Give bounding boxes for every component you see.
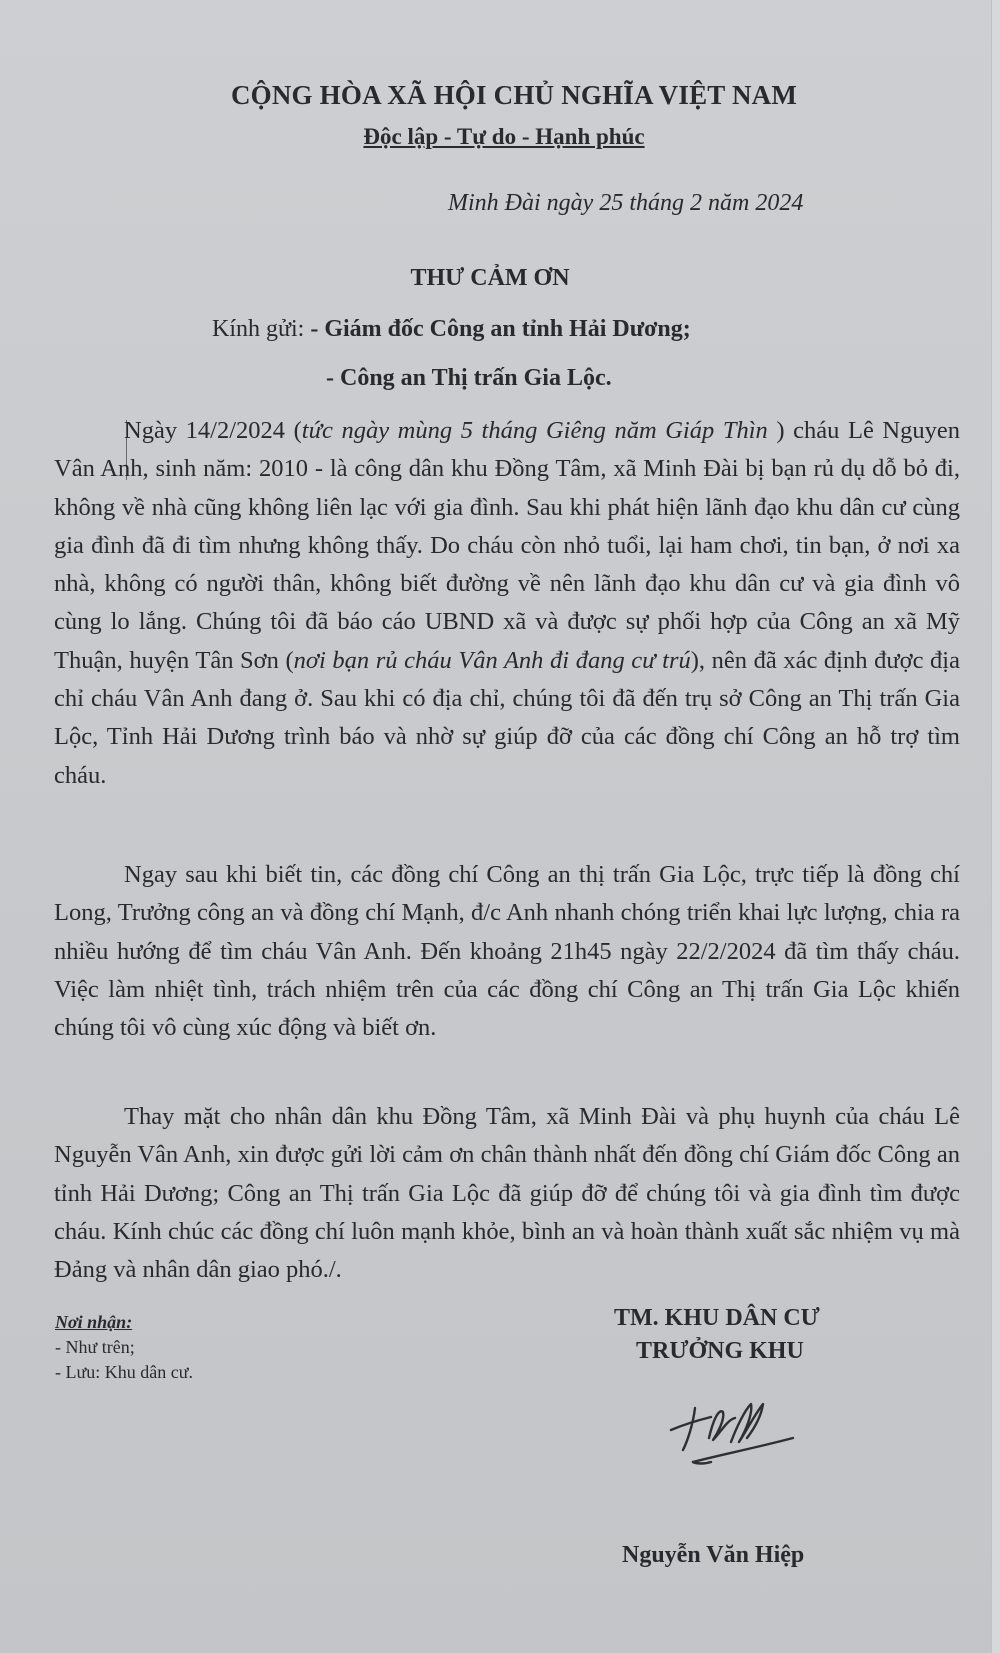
body-paragraph-2 <box>54 856 960 1047</box>
paragraph-1-text-c: ), nên đã xác định được địa chỉ cháu Vân Anh đang ở. Sau khi có địa chỉ, chúng tôi đã đến trụ sở Công an Thị trấn Gia Lộc, Tỉnh Hải Dương trình báo và nhờ sự giúp đỡ của các đồng chí Công an hỗ trợ tìm cháu. <box>54 646 960 789</box>
handwritten-signature-icon <box>665 1390 805 1470</box>
paragraph-1-text-a: Ngày 14/2/2024 ( <box>124 417 302 444</box>
paragraph-1-italic-a: tức ngày mùng 5 tháng Giêng năm Giáp Thìn <box>301 417 768 444</box>
recipient-2: - Công an Thị trấn Gia Lộc. <box>326 365 612 391</box>
place-date: Minh Đài ngày 25 tháng 2 năm 2024 <box>448 190 804 216</box>
signature-role: TRƯỞNG KHU <box>636 1338 804 1364</box>
paragraph-1-text-b: ) cháu Lê Nguyen Vân Anh, sinh năm: 2010 - là công dân khu Đồng Tâm, xã Minh Đài bị bạn rủ dụ dỗ bỏ đi, không về nhà cũng không liên lạc với gia đình. Sau khi phát hiện lãnh đạo khu dân cư cùng gia đình đã đi tìm nhưng không thấy. Do cháu còn nhỏ tuổi, lại ham chơi, tin bạn, ở nơi xa nhà, không có người thân, không biết đường về nên lãnh đạo khu dân cư và gia đình vô cùng lo lắng. Chúng tôi đã báo cáo UBND xã và được sự phối hợp của Công an xã Mỹ Thuận, huyện Tân Sơn ( <box>54 417 960 674</box>
paragraph-2-text: Ngay sau khi biết tin, các đồng chí Công an thị trấn Gia Lộc, trực tiếp là đồng chí Long, Trưởng công an và đồng chí Mạnh, đ/c Anh nhanh chóng triển khai lực lượng, chia ra nhiều hướng để tìm cháu Vân Anh. Đến khoảng 21h45 ngày 22/2/2024 đã tìm thấy cháu. Việc làm nhiệt tình, trách nhiệm trên của các đồng chí Công an Thị trấn Gia Lộc khiến chúng tôi vô cùng xúc động và biết ơn. <box>54 861 960 1042</box>
distribution-item: - Lưu: Khu dân cư. <box>55 1362 193 1382</box>
distribution-heading: Nơi nhận: <box>55 1312 133 1332</box>
national-motto: Độc lập - Tự do - Hạnh phúc <box>363 124 645 149</box>
paper-edge <box>991 0 1000 1653</box>
national-title: CỘNG HÒA XÃ HỘI CHỦ NGHĨA VIỆT NAM <box>230 80 798 110</box>
distribution-item: - Như trên; <box>55 1337 135 1357</box>
document-title: THƯ CẢM ƠN <box>410 265 570 291</box>
paragraph-1-italic-b: nơi bạn rủ cháu Vân Anh đi đang cư trú <box>293 646 691 674</box>
body-paragraph-1 <box>54 412 960 795</box>
body-paragraph-3 <box>54 1098 960 1289</box>
recipient-1: - Giám đốc Công an tỉnh Hải Dương; <box>310 316 691 342</box>
paragraph-3-text: Thay mặt cho nhân dân khu Đồng Tâm, xã Minh Đài và phụ huynh của cháu Lê Nguyễn Vân Anh, xin được gửi lời cảm ơn chân thành nhất đến đồng chí Giám đốc Công an tỉnh Hải Dương; Công an Thị trấn Gia Lộc đã giúp đỡ để chúng tôi và gia đình tìm được cháu. Kính chúc các đồng chí luôn mạnh khỏe, bình an và hoàn thành xuất sắc nhiệm vụ mà Đảng và nhân dân giao phó./. <box>54 1103 960 1284</box>
recipients-line-1 <box>212 316 691 343</box>
recipients-intro: Kính gửi: <box>212 316 305 342</box>
signer-name: Nguyễn Văn Hiệp <box>622 1542 805 1568</box>
signature-organization: TM. KHU DÂN CƯ <box>614 1305 820 1331</box>
